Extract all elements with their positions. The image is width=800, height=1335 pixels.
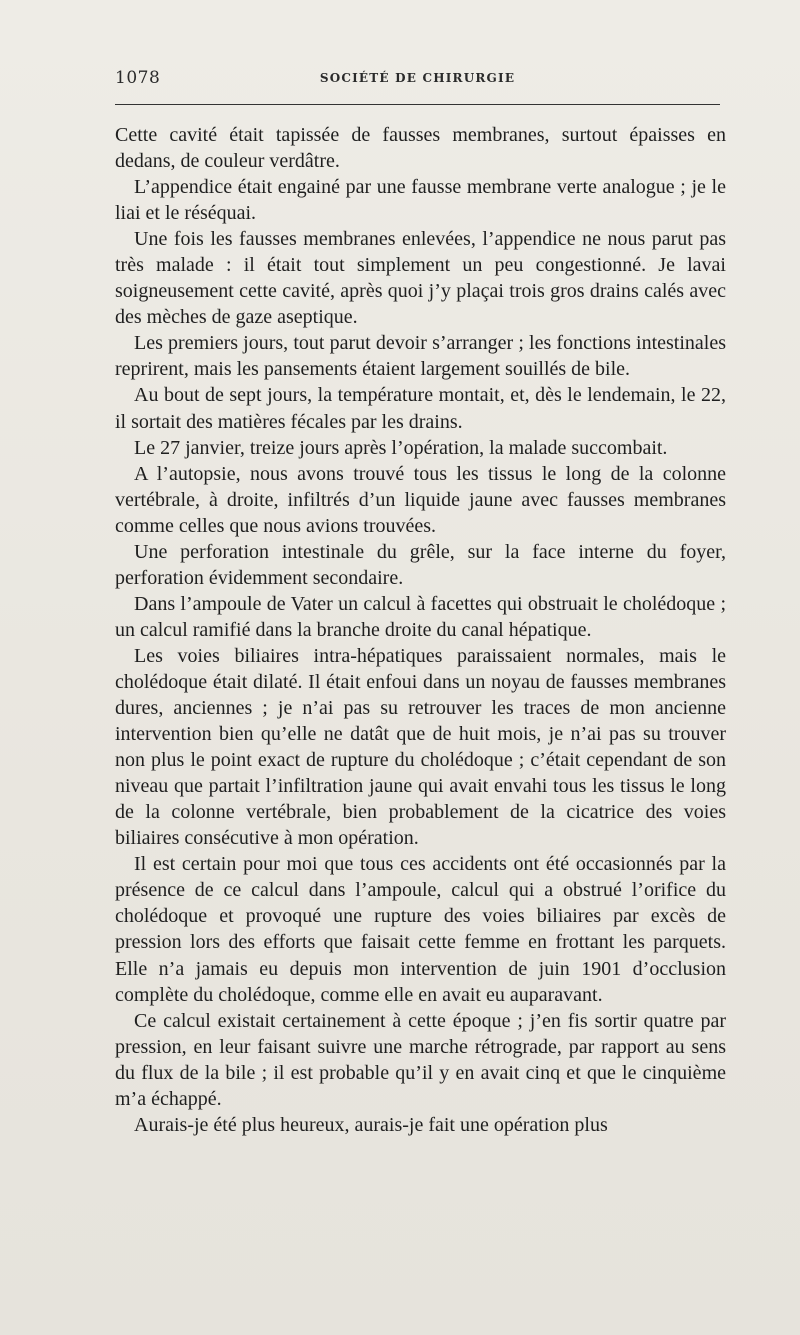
paragraph: Une fois les fausses membranes enlevées, l’appendice ne nous parut pas très malade : il était tout simplement un peu congestionné. Je lavai soigneusement cette cavité, après quoi j’y plaçai trois gros drains calés avec des mèches de gaze aseptique. (115, 228, 726, 329)
paragraph: L’appendice était engainé par une fausse membrane verte analogue ; je le liai et le réséquai. (115, 176, 726, 225)
paragraph: Les voies biliaires intra-hépatiques paraissaient normales, mais le cholédoque était dilaté. Il était enfoui dans un noyau de fausses membranes dures, anciennes ; je n’ai pas su retrouver les traces de mon ancienne intervention bien qu’elle ne datât que de huit mois, je n’ai pas su trouver non plus le point exact de rupture du cholédoque ; c’était cependant de son niveau que partait l’infiltration jaune qui avait envahi tous les tissus le long de la colonne vertébrale, bien probablement de la cicatrice des voies biliaires consécutive à mon opération. (115, 644, 726, 850)
paragraph: Le 27 janvier, treize jours après l’opération, la malade succombait. (134, 436, 668, 459)
page-header (115, 68, 720, 92)
paragraph: Ce calcul existait certainement à cette époque ; j’en fis sortir quatre par pression, en leur faisant suivre une marche rétrograde, par rapport au sens du flux de la bile ; il est probable qu’il y en avait cinq et que le cinquième m’a échappé. (115, 1009, 726, 1110)
paragraph: Cette cavité était tapissée de fausses membranes, surtout épaisses en dedans, de couleur verdâtre. (115, 124, 726, 173)
paragraph: A l’autopsie, nous avons trouvé tous les tissus le long de la colonne vertébrale, à droite, infiltrés d’un liquide jaune avec fausses membranes comme celles que nous avions trouvées. (115, 462, 726, 537)
paragraph: Il est certain pour moi que tous ces accidents ont été occasionnés par la présence de ce calcul dans l’ampoule, calcul qui a obstrué l’orifice du cholédoque et provoqué une rupture des voies biliaires par excès de pression lors des efforts que faisait cette femme en frottant les parquets. Elle n’a jamais eu depuis mon intervention de juin 1901 d’occlusion complète du cholédoque, comme elle en avait eu auparavant. (115, 853, 726, 1006)
header-rule (115, 104, 720, 105)
paragraph: Une perforation intestinale du grêle, sur la face interne du foyer, perforation évidemment secondaire. (115, 540, 726, 589)
paragraph: Dans l’ampoule de Vater un calcul à facettes qui obstruait le cholédoque ; un calcul ramifié dans la branche droite du canal hépatique. (115, 592, 726, 641)
paragraph: Aurais-je été plus heureux, aurais-je fait une opération plus (134, 1113, 608, 1136)
page-number: 1078 (115, 68, 161, 88)
body-text (115, 122, 726, 1138)
paragraph: Au bout de sept jours, la température montait, et, dès le lendemain, le 22, il sortait des matières fécales par les drains. (115, 384, 726, 433)
paragraph: Les premiers jours, tout parut devoir s’arranger ; les fonctions intestinales reprirent, mais les pansements étaient largement souillés de bile. (115, 332, 726, 381)
running-head: SOCIÉTÉ DE CHIRURGIE (319, 71, 516, 85)
